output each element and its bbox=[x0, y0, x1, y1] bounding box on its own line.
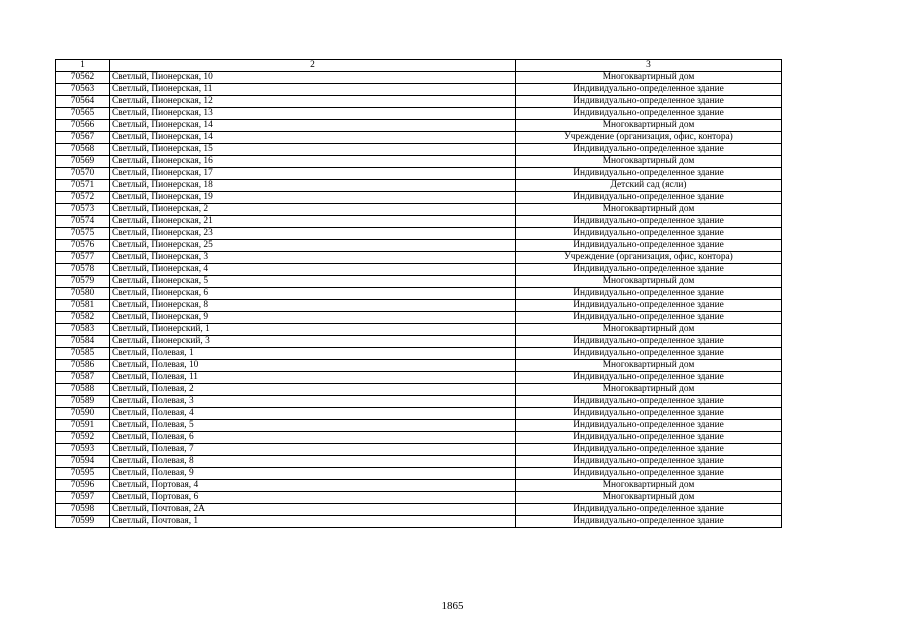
address-cell: Светлый, Пионерская, 19 bbox=[110, 192, 516, 204]
record-number-cell: 70572 bbox=[56, 192, 110, 204]
address-cell: Светлый, Пионерский, 1 bbox=[110, 324, 516, 336]
table-row bbox=[56, 396, 782, 408]
address-cell: Светлый, Полевая, 10 bbox=[110, 360, 516, 372]
table-row bbox=[56, 336, 782, 348]
object-type-cell: Индивидуально-определенное здание bbox=[516, 408, 782, 420]
address-cell: Светлый, Пионерская, 5 bbox=[110, 276, 516, 288]
column-header-2: 2 bbox=[110, 60, 516, 72]
record-number-cell: 70570 bbox=[56, 168, 110, 180]
record-number-cell: 70592 bbox=[56, 432, 110, 444]
object-type-cell: Учреждение (организация, офис, контора) bbox=[516, 132, 782, 144]
address-cell: Светлый, Почтовая, 1 bbox=[110, 516, 516, 528]
table-row bbox=[56, 444, 782, 456]
object-type-cell: Индивидуально-определенное здание bbox=[516, 348, 782, 360]
address-cell: Светлый, Пионерская, 17 bbox=[110, 168, 516, 180]
object-type-cell: Индивидуально-определенное здание bbox=[516, 240, 782, 252]
record-number-cell: 70598 bbox=[56, 504, 110, 516]
table-row bbox=[56, 360, 782, 372]
table-row bbox=[56, 216, 782, 228]
table-row bbox=[56, 180, 782, 192]
address-cell: Светлый, Пионерская, 14 bbox=[110, 120, 516, 132]
object-type-cell: Индивидуально-определенное здание bbox=[516, 420, 782, 432]
table-row bbox=[56, 192, 782, 204]
address-cell: Светлый, Полевая, 2 bbox=[110, 384, 516, 396]
object-type-cell: Многоквартирный дом bbox=[516, 120, 782, 132]
table-row bbox=[56, 120, 782, 132]
address-cell: Светлый, Полевая, 6 bbox=[110, 432, 516, 444]
record-number-cell: 70586 bbox=[56, 360, 110, 372]
object-type-cell: Индивидуально-определенное здание bbox=[516, 168, 782, 180]
address-cell: Светлый, Пионерская, 14 bbox=[110, 132, 516, 144]
address-cell: Светлый, Пионерская, 4 bbox=[110, 264, 516, 276]
object-type-cell: Учреждение (организация, офис, контора) bbox=[516, 252, 782, 264]
object-type-cell: Индивидуально-определенное здание bbox=[516, 468, 782, 480]
record-number-cell: 70571 bbox=[56, 180, 110, 192]
record-number-cell: 70563 bbox=[56, 84, 110, 96]
address-cell: Светлый, Пионерская, 12 bbox=[110, 96, 516, 108]
address-cell: Светлый, Пионерская, 25 bbox=[110, 240, 516, 252]
record-number-cell: 70576 bbox=[56, 240, 110, 252]
object-type-cell: Детский сад (ясли) bbox=[516, 180, 782, 192]
object-type-cell: Индивидуально-определенное здание bbox=[516, 456, 782, 468]
table-row bbox=[56, 504, 782, 516]
record-number-cell: 70573 bbox=[56, 204, 110, 216]
object-type-cell: Индивидуально-определенное здание bbox=[516, 192, 782, 204]
object-type-cell: Индивидуально-определенное здание bbox=[516, 108, 782, 120]
record-number-cell: 70566 bbox=[56, 120, 110, 132]
record-number-cell: 70595 bbox=[56, 468, 110, 480]
column-header-1: 1 bbox=[56, 60, 110, 72]
record-number-cell: 70578 bbox=[56, 264, 110, 276]
record-number-cell: 70567 bbox=[56, 132, 110, 144]
table-row bbox=[56, 96, 782, 108]
address-cell: Светлый, Портовая, 4 bbox=[110, 480, 516, 492]
object-type-cell: Индивидуально-определенное здание bbox=[516, 264, 782, 276]
object-type-cell: Индивидуально-определенное здание bbox=[516, 228, 782, 240]
record-number-cell: 70594 bbox=[56, 456, 110, 468]
address-cell: Светлый, Пионерская, 23 bbox=[110, 228, 516, 240]
record-number-cell: 70599 bbox=[56, 516, 110, 528]
record-number-cell: 70564 bbox=[56, 96, 110, 108]
record-number-cell: 70584 bbox=[56, 336, 110, 348]
record-number-cell: 70581 bbox=[56, 300, 110, 312]
record-number-cell: 70580 bbox=[56, 288, 110, 300]
table-row bbox=[56, 132, 782, 144]
record-number-cell: 70589 bbox=[56, 396, 110, 408]
record-number-cell: 70593 bbox=[56, 444, 110, 456]
address-cell: Светлый, Полевая, 9 bbox=[110, 468, 516, 480]
table-row bbox=[56, 240, 782, 252]
address-cell: Светлый, Почтовая, 2А bbox=[110, 504, 516, 516]
table-row bbox=[56, 468, 782, 480]
object-type-cell: Индивидуально-определенное здание bbox=[516, 84, 782, 96]
address-cell: Светлый, Полевая, 11 bbox=[110, 372, 516, 384]
object-type-cell: Многоквартирный дом bbox=[516, 72, 782, 84]
object-type-cell: Индивидуально-определенное здание bbox=[516, 372, 782, 384]
object-type-cell: Индивидуально-определенное здание bbox=[516, 300, 782, 312]
table-row bbox=[56, 204, 782, 216]
table-row bbox=[56, 72, 782, 84]
address-cell: Светлый, Пионерский, 3 bbox=[110, 336, 516, 348]
record-number-cell: 70582 bbox=[56, 312, 110, 324]
address-cell: Светлый, Пионерская, 9 bbox=[110, 312, 516, 324]
record-number-cell: 70565 bbox=[56, 108, 110, 120]
table-row bbox=[56, 384, 782, 396]
address-cell: Светлый, Пионерская, 15 bbox=[110, 144, 516, 156]
address-cell: Светлый, Пионерская, 8 bbox=[110, 300, 516, 312]
address-cell: Светлый, Портовая, 6 bbox=[110, 492, 516, 504]
address-cell: Светлый, Пионерская, 3 bbox=[110, 252, 516, 264]
address-cell: Светлый, Пионерская, 6 bbox=[110, 288, 516, 300]
address-cell: Светлый, Пионерская, 16 bbox=[110, 156, 516, 168]
table-row bbox=[56, 456, 782, 468]
table-row bbox=[56, 108, 782, 120]
object-type-cell: Индивидуально-определенное здание bbox=[516, 516, 782, 528]
object-type-cell: Индивидуально-определенное здание bbox=[516, 396, 782, 408]
address-cell: Светлый, Полевая, 5 bbox=[110, 420, 516, 432]
record-number-cell: 70590 bbox=[56, 408, 110, 420]
table-row bbox=[56, 372, 782, 384]
record-number-cell: 70568 bbox=[56, 144, 110, 156]
object-type-cell: Многоквартирный дом bbox=[516, 384, 782, 396]
object-type-cell: Многоквартирный дом bbox=[516, 360, 782, 372]
table-row bbox=[56, 228, 782, 240]
record-number-cell: 70591 bbox=[56, 420, 110, 432]
object-type-cell: Многоквартирный дом bbox=[516, 492, 782, 504]
record-number-cell: 70583 bbox=[56, 324, 110, 336]
address-cell: Светлый, Полевая, 4 bbox=[110, 408, 516, 420]
address-cell: Светлый, Полевая, 8 bbox=[110, 456, 516, 468]
table-row bbox=[56, 492, 782, 504]
object-type-cell: Индивидуально-определенное здание bbox=[516, 216, 782, 228]
object-type-cell: Индивидуально-определенное здание bbox=[516, 504, 782, 516]
object-type-cell: Индивидуально-определенное здание bbox=[516, 144, 782, 156]
object-type-cell: Индивидуально-определенное здание bbox=[516, 336, 782, 348]
table-row bbox=[56, 264, 782, 276]
record-number-cell: 70588 bbox=[56, 384, 110, 396]
address-cell: Светлый, Полевая, 7 bbox=[110, 444, 516, 456]
table-row bbox=[56, 144, 782, 156]
record-number-cell: 70562 bbox=[56, 72, 110, 84]
table-header-row bbox=[56, 60, 782, 72]
table-row bbox=[56, 516, 782, 528]
address-cell: Светлый, Пионерская, 18 bbox=[110, 180, 516, 192]
registry-table bbox=[55, 59, 782, 528]
record-number-cell: 70597 bbox=[56, 492, 110, 504]
object-type-cell: Индивидуально-определенное здание bbox=[516, 432, 782, 444]
object-type-cell: Многоквартирный дом bbox=[516, 156, 782, 168]
object-type-cell: Многоквартирный дом bbox=[516, 480, 782, 492]
column-header-3: 3 bbox=[516, 60, 782, 72]
address-cell: Светлый, Пионерская, 11 bbox=[110, 84, 516, 96]
address-cell: Светлый, Пионерская, 13 bbox=[110, 108, 516, 120]
record-number-cell: 70574 bbox=[56, 216, 110, 228]
table-row bbox=[56, 288, 782, 300]
object-type-cell: Индивидуально-определенное здание bbox=[516, 96, 782, 108]
address-cell: Светлый, Полевая, 3 bbox=[110, 396, 516, 408]
object-type-cell: Индивидуально-определенное здание bbox=[516, 288, 782, 300]
record-number-cell: 70587 bbox=[56, 372, 110, 384]
record-number-cell: 70577 bbox=[56, 252, 110, 264]
table-row bbox=[56, 168, 782, 180]
table-row bbox=[56, 420, 782, 432]
table-row bbox=[56, 252, 782, 264]
table-body bbox=[56, 60, 782, 528]
table-row bbox=[56, 312, 782, 324]
table-row bbox=[56, 276, 782, 288]
table-row bbox=[56, 84, 782, 96]
object-type-cell: Индивидуально-определенное здание bbox=[516, 444, 782, 456]
object-type-cell: Многоквартирный дом bbox=[516, 324, 782, 336]
table-row bbox=[56, 432, 782, 444]
object-type-cell: Многоквартирный дом bbox=[516, 276, 782, 288]
object-type-cell: Индивидуально-определенное здание bbox=[516, 312, 782, 324]
record-number-cell: 70585 bbox=[56, 348, 110, 360]
record-number-cell: 70569 bbox=[56, 156, 110, 168]
table-row bbox=[56, 300, 782, 312]
address-cell: Светлый, Пионерская, 2 bbox=[110, 204, 516, 216]
address-cell: Светлый, Пионерская, 10 bbox=[110, 72, 516, 84]
address-cell: Светлый, Пионерская, 21 bbox=[110, 216, 516, 228]
record-number-cell: 70575 bbox=[56, 228, 110, 240]
record-number-cell: 70579 bbox=[56, 276, 110, 288]
object-type-cell: Многоквартирный дом bbox=[516, 204, 782, 216]
address-cell: Светлый, Полевая, 1 bbox=[110, 348, 516, 360]
table-row bbox=[56, 408, 782, 420]
table-row bbox=[56, 348, 782, 360]
record-number-cell: 70596 bbox=[56, 480, 110, 492]
page-number: 1865 bbox=[441, 600, 464, 612]
table-row bbox=[56, 156, 782, 168]
table-row bbox=[56, 324, 782, 336]
table-row bbox=[56, 480, 782, 492]
